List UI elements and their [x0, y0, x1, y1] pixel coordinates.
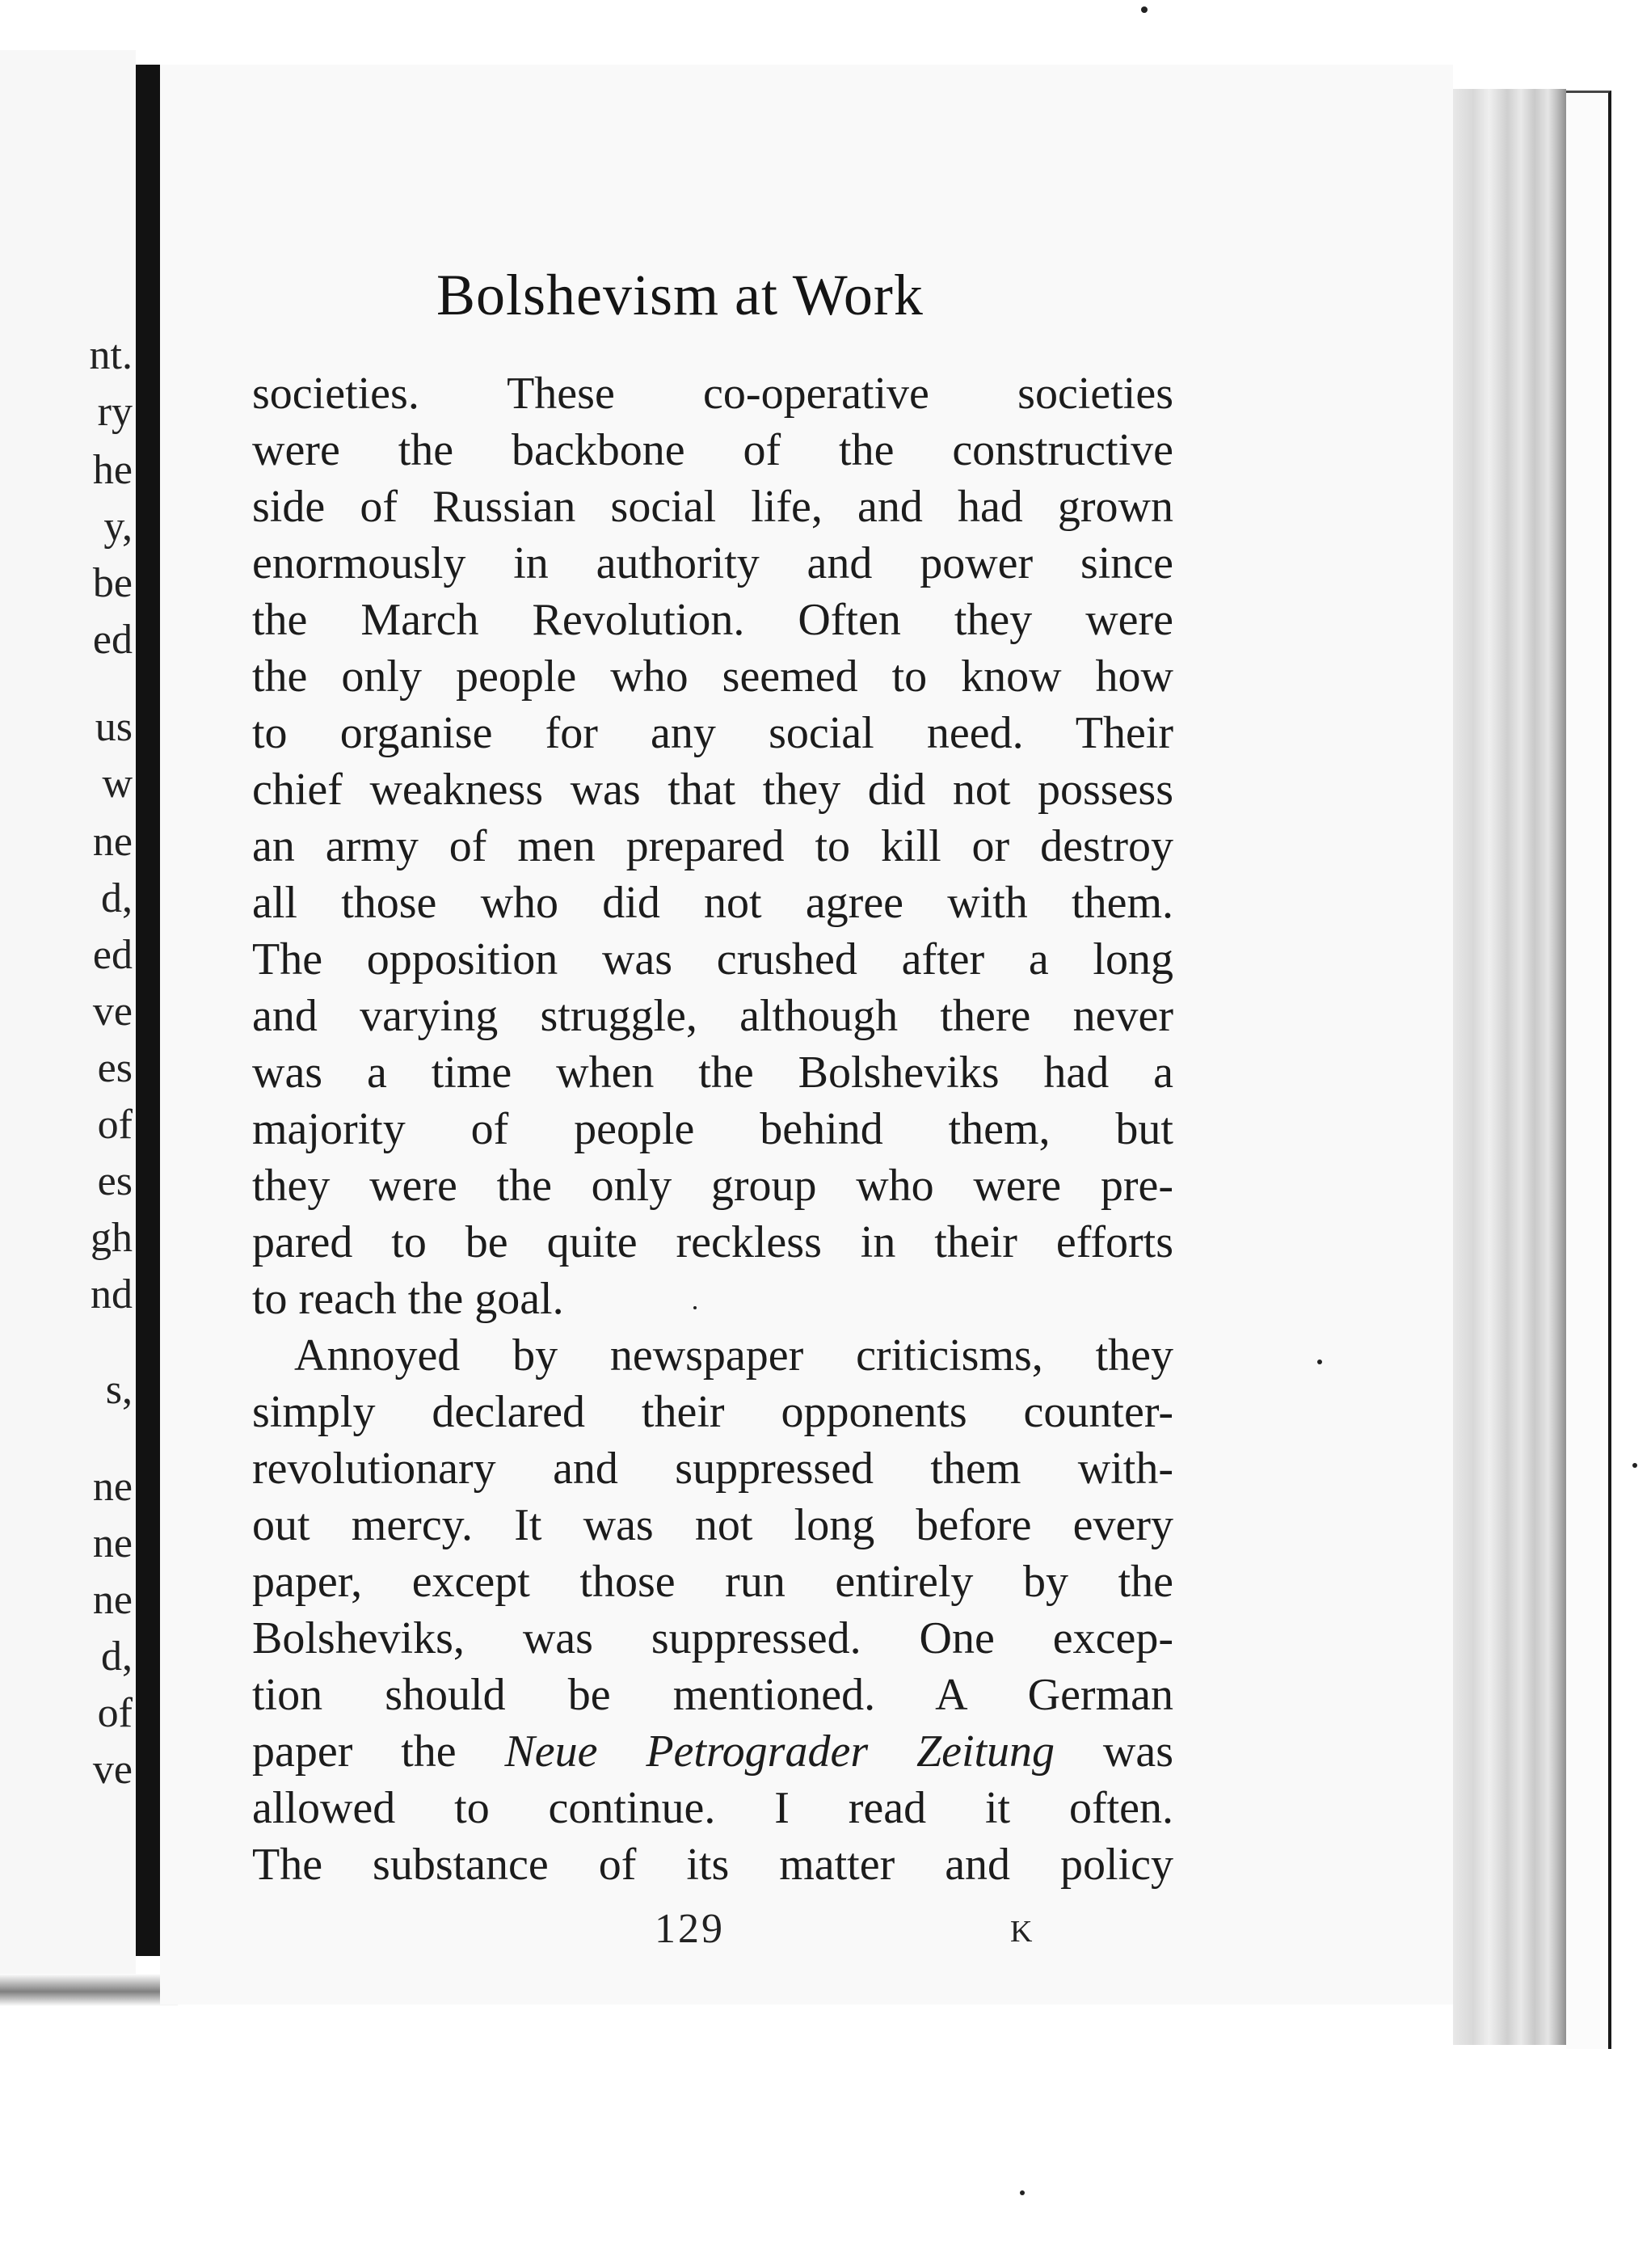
left-page-fragment: us: [95, 704, 133, 750]
text-line: side of Russian social life, and had grown: [252, 482, 1173, 532]
left-page-fragment: ve: [92, 989, 133, 1035]
newspaper-title: Neue Petrograder Zeitung: [504, 1726, 1055, 1777]
text-line: to reach the goal.: [252, 1274, 564, 1324]
left-page-fragment: ed: [92, 932, 133, 978]
running-head: Bolshevism at Work: [436, 263, 924, 327]
text-segment: paper the: [252, 1726, 505, 1777]
left-page-fragment: es: [97, 1045, 133, 1091]
text-line: simply declared their opponents counter-: [252, 1387, 1173, 1437]
text-line: enormously in authority and power since: [252, 538, 1173, 588]
text-line: Bolsheviks, was suppressed. One excep-: [252, 1613, 1173, 1663]
body-text: [252, 365, 1173, 1893]
text-line: they were the only group who were pre-: [252, 1161, 1173, 1211]
left-page-fragment: d,: [101, 875, 133, 921]
left-page-fragment: es: [97, 1158, 133, 1204]
dust-speck: [693, 1306, 697, 1309]
left-page-fragment: d,: [101, 1634, 133, 1680]
left-page-fragment: of: [97, 1690, 133, 1736]
left-page-fragment: ed: [92, 617, 133, 663]
text-line: tion should be mentioned. A German: [252, 1670, 1173, 1720]
left-page-fragment: ve: [92, 1747, 133, 1793]
text-line: and varying struggle, although there never: [252, 991, 1173, 1041]
left-page-fragment: s,: [105, 1367, 133, 1413]
text-line: societies. These co-operative societies: [252, 369, 1173, 419]
left-page-fragment: gh: [91, 1215, 133, 1261]
text-line: The opposition was crushed after a long: [252, 934, 1173, 984]
left-facing-page: [0, 50, 136, 1974]
text-line: the only people who seemed to know how: [252, 651, 1173, 702]
text-line: an army of men prepared to kill or destroy: [252, 821, 1173, 871]
text-line: The substance of its matter and policy: [252, 1840, 1173, 1890]
text-line: all those who did not agree with them.: [252, 878, 1173, 928]
text-segment: was: [1055, 1726, 1173, 1777]
dust-speck: [1317, 1360, 1322, 1364]
left-page-fragment: y,: [103, 504, 133, 550]
left-page-fragment: ry: [97, 389, 133, 435]
text-line: were the backbone of the constructive: [252, 425, 1173, 475]
left-page-fragment: w: [102, 761, 133, 807]
page-footer: [252, 1901, 1173, 1958]
dust-speck: [1141, 6, 1148, 13]
text-line: allowed to continue. I read it often.: [252, 1783, 1173, 1833]
text-line: revolutionary and suppressed them with-: [252, 1444, 1173, 1494]
left-page-fragment: ne: [92, 1464, 133, 1510]
text-line: chief weakness was that they did not possess: [252, 765, 1173, 815]
dust-speck: [1020, 2190, 1025, 2195]
book-gutter: [136, 65, 160, 1956]
cover-edge: [1566, 91, 1611, 2049]
left-page-fragment: be: [92, 560, 133, 606]
left-page-fragment: nt.: [89, 332, 133, 378]
text-line: the March Revolution. Often they were: [252, 595, 1173, 645]
text-line: paper, except those run entirely by the: [252, 1557, 1173, 1607]
signature-mark: K: [1010, 1915, 1033, 1949]
left-page-text-fragments: [0, 50, 136, 1974]
left-page-fragment: nd: [91, 1271, 133, 1317]
page-number: 129: [655, 1906, 725, 1952]
text-line: Annoyed by newspaper criticisms, they: [294, 1330, 1173, 1381]
text-line-italic-title: [252, 1723, 1173, 1780]
text-line: to organise for any social need. Their: [252, 708, 1173, 758]
text-line: was a time when the Bolsheviks had a: [252, 1048, 1173, 1098]
left-page-fragment: ne: [92, 819, 133, 865]
text-line: out mercy. It was not long before every: [252, 1500, 1173, 1550]
text-line: pared to be quite reckless in their efforts: [252, 1217, 1173, 1267]
left-page-fragment: ne: [92, 1577, 133, 1623]
page-edges: [1453, 89, 1566, 2045]
dust-speck: [1632, 1463, 1637, 1468]
left-page-fragment: of: [97, 1102, 133, 1148]
left-page-fragment: he: [92, 447, 133, 493]
gutter-shadow: [0, 1974, 178, 2006]
left-page-fragment: ne: [92, 1520, 133, 1566]
text-line: majority of people behind them, but: [252, 1104, 1173, 1154]
